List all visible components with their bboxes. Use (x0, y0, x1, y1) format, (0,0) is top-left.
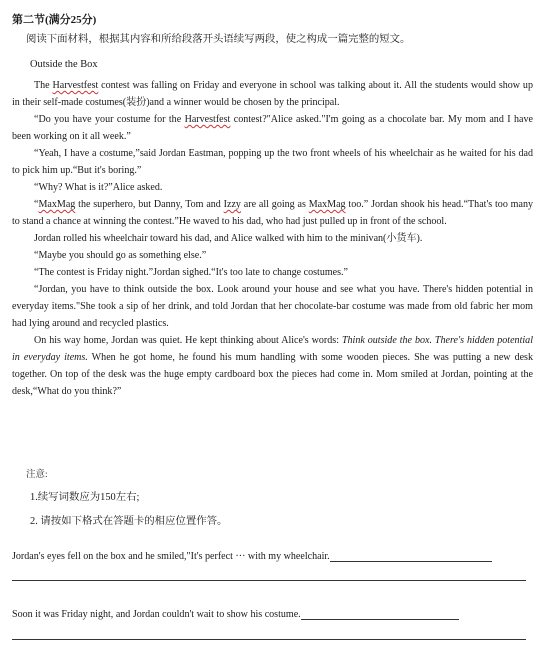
text-run: contest?"Alice asked."I'm going as a chocolate bar. My mom and I have been working on it all week.” (12, 114, 533, 142)
story-title: Outside the Box (30, 59, 98, 70)
story-paragraph-3: “Yeah, I have a costume,”said Jordan Eastman, popping up the two front wheels of his wheelchair as he waited for his dad to pick him up.“But it's boring.” (12, 148, 533, 176)
story-paragraph-7: “Maybe you should go as something else.” (34, 250, 207, 261)
section-instruction: 阅读下面材料，根据其内容和所给段落开头语续写两段，使之构成一篇完整的短文。 (26, 34, 411, 45)
notes-label: 注意: (26, 470, 48, 480)
note-item-2: 2. 请按如下格式在答题卡的相应位置作答。 (30, 516, 228, 527)
story-paragraph-5 (12, 196, 533, 230)
continuation-line-1 (12, 549, 492, 562)
text-run: The (34, 80, 53, 91)
story-paragraph-9: “Jordan, you have to think outside the box. Look around your house and see what you have. There's hidden potential in everyday items."She took a sip of her drink, and told Jordan that her chocolate-bar costume was made from old fabric her mom had lying around and recycled plastics. (12, 284, 533, 329)
text-run: When he got home, he found his mum handling with some wooden pieces. She was putting a new desk together. On top of the desk was the huge empty cardboard box the pieces had come in. Mom smiled at Jordan, pointing at the desk,“What do you think?” (12, 352, 533, 397)
story-paragraph-10 (12, 332, 533, 400)
text-run: “Do you have your costume for the (34, 114, 185, 125)
spellcheck-word: Harvestfest (52, 80, 99, 91)
spellcheck-word: Izzy (223, 199, 241, 210)
answer-rule[interactable] (12, 580, 526, 581)
story-paragraph-8: “The contest is Friday night.”Jordan sighed.“It's too late to change costumes.” (34, 267, 349, 278)
text-run: the superhero, but Danny, Tom and (75, 199, 224, 210)
text-run: too.” Jordan shook his head.“That's too many to stand a chance at winning the contest.”He waved to his dad, who had just pulled up in front of the school. (12, 199, 534, 227)
story-paragraph-2 (12, 111, 533, 145)
italic-quote: Think outside the box. There's hidden potential in everyday items. (12, 335, 533, 363)
story-body (12, 77, 533, 400)
section-title: 第二节(满分25分) (12, 14, 97, 26)
answer-rule[interactable] (12, 639, 526, 640)
paragraph-1-opening: Jordan's eyes fell on the box and he smiled,"It's perfect ··· with my wheelchair. (12, 551, 330, 562)
story-paragraph-1 (12, 77, 533, 111)
spellcheck-word: Harvestfest (184, 114, 231, 125)
story-paragraph-4: “Why? What is it?”Alice asked. (34, 182, 163, 193)
continuation-line-2 (12, 607, 459, 620)
text-run: contest was falling on Friday and everyone in school was talking about it. All the students would show up in their self-made costumes(装扮)and a winner would be chosen by the principal. (12, 80, 533, 108)
note-item-1: 1.续写词数应为150左右; (30, 492, 140, 503)
text-run: “ (34, 199, 39, 210)
paragraph-2-opening: Soon it was Friday night, and Jordan couldn't wait to show his costume. (12, 609, 301, 620)
answer-blank[interactable] (301, 607, 459, 620)
text-run: On his way home, Jordan was quiet. He kept thinking about Alice's words: (34, 335, 342, 346)
spellcheck-word: MaxMag (38, 199, 76, 210)
answer-blank[interactable] (330, 549, 492, 562)
spellcheck-word: MaxMag (308, 199, 346, 210)
text-run: are all going as (240, 199, 309, 210)
story-paragraph-6: Jordan rolled his wheelchair toward his dad, and Alice walked with him to the minivan(小货车). (34, 233, 423, 244)
